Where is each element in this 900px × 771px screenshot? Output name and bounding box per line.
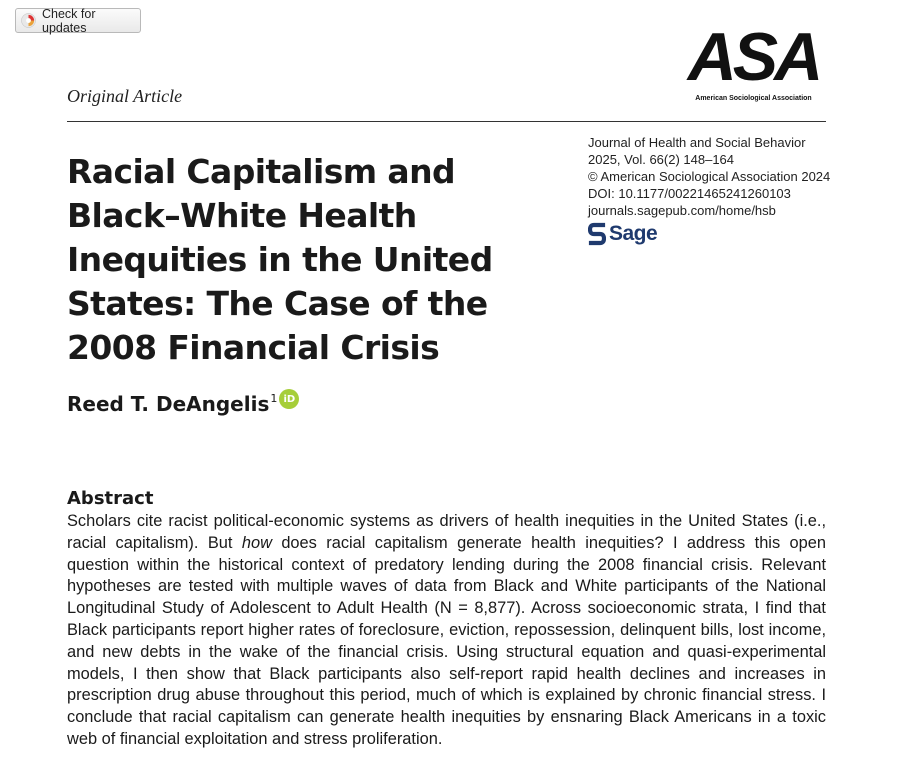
orcid-icon[interactable]: iD (279, 389, 299, 409)
header-divider (67, 121, 826, 122)
sage-wordmark: Sage (609, 222, 658, 245)
abstract-text (67, 511, 826, 751)
asa-logo-letters: ASA (687, 19, 820, 95)
journal-url[interactable]: journals.sagepub.com/home/hsb (588, 203, 776, 218)
crossmark-icon (21, 13, 36, 28)
author-affiliation-mark: 1 (270, 392, 278, 405)
abstract-emphasis: how (241, 533, 272, 552)
journal-volume: 2025, Vol. 66(2) 148–164 (588, 152, 735, 167)
article-title: Racial Capitalism and Black–White Health Inequities in the United States: The Case of the 2008 Financial Crisis (67, 152, 493, 367)
journal-doi[interactable]: DOI: 10.1177/00221465241260103 (588, 186, 791, 201)
check-for-updates-label: Check for updates (42, 6, 96, 35)
check-for-updates-button[interactable] (15, 8, 141, 33)
article-type-label: Original Article (67, 86, 183, 106)
author-name: Reed T. DeAngelis (67, 392, 270, 416)
journal-info (588, 134, 838, 219)
abstract-text-part-1: Scholars cite racist political-economic systems as drivers of health inequities in the United States (i.e., racial capitalism). But (67, 512, 826, 552)
journal-copyright: © American Sociological Association 2024 (588, 169, 831, 184)
sage-logo (588, 221, 657, 247)
asa-logo-subtitle: American Sociological Association (695, 95, 812, 102)
abstract-text-part-2: does racial capitalism generate health inequities? I address this open question within the historical context of predatory lending during the 2008 financial crisis. Relevant hypotheses are tested with multiple waves of data from Black and White participants of the National Longitudinal Study of Adolescent to Adult Health (N = 8,877). Across socioeconomic strata, I find that Black participants report higher rates of foreclosure, eviction, repossession, delinquent bills, lost income, and new debts in the wake of the financial crisis. Using structural equation and quasi-experimental models, I then show that Black participants also self-report rapid health declines and increases in prescription drug abuse throughout this period, much of which is explained by chronic financial stress. I conclude that racial capitalism can generate health inequities by ensnaring Black Americans in a toxic web of financial exploitation and stress proliferation. (67, 533, 826, 748)
author-line (67, 392, 299, 416)
asa-logo (681, 19, 826, 108)
abstract-heading: Abstract (67, 488, 154, 509)
journal-name: Journal of Health and Social Behavior (588, 135, 806, 150)
sage-s-icon (588, 222, 606, 246)
